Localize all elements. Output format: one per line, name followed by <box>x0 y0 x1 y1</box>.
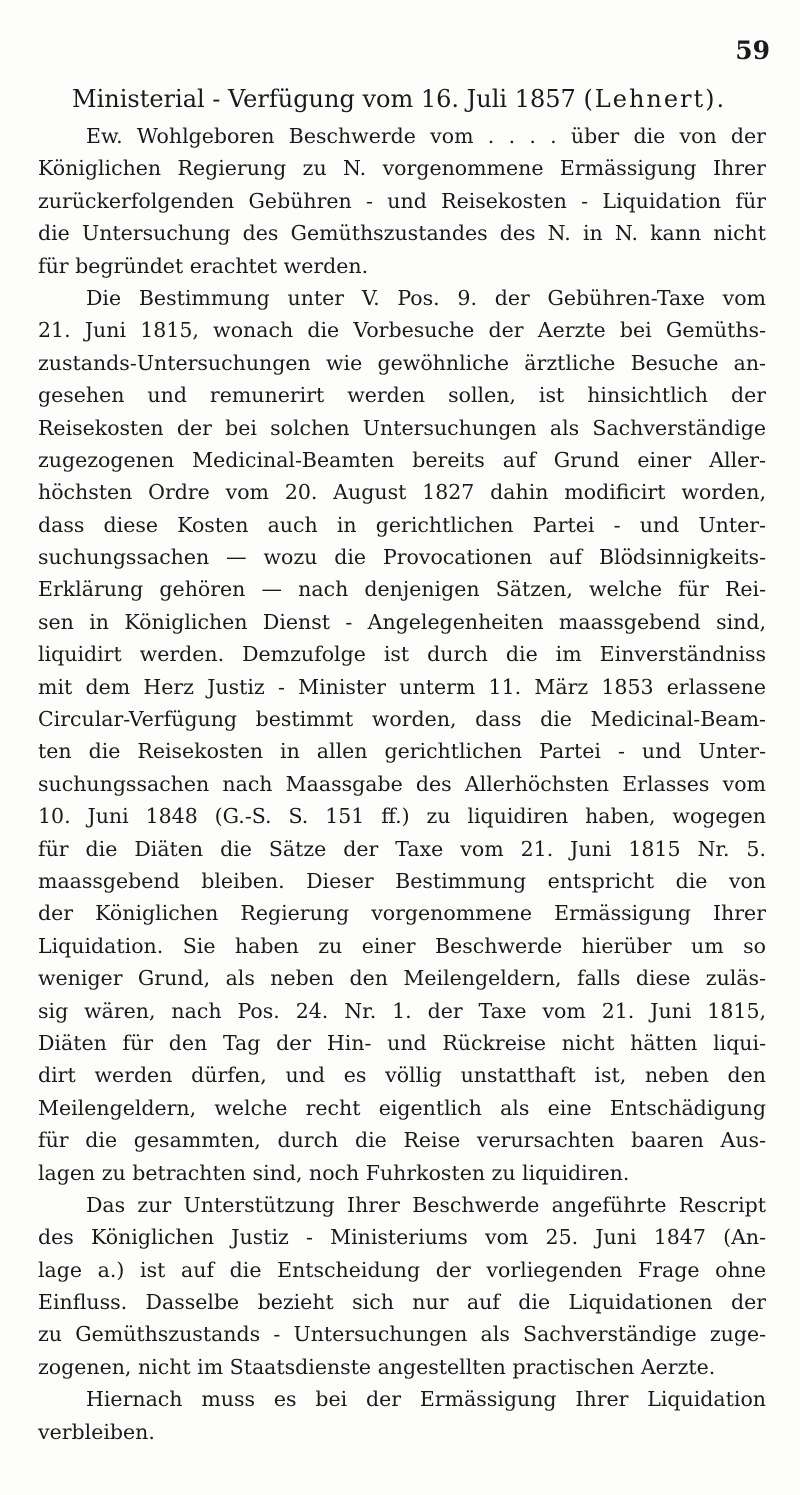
paragraph <box>38 1383 766 1448</box>
text-line: mit dem Herz Justiz - Minister unterm 11. März 1853 erlassene <box>38 674 766 699</box>
text-line: die Untersuchung des Gemüthszustandes des N. in N. kann nicht <box>38 221 766 246</box>
text-line: Ew. Wohlgeboren Beschwerde vom . . . . über die von der <box>86 124 766 148</box>
text-line: höchsten Ordre vom 20. August 1827 dahin modificirt worden, <box>38 480 766 505</box>
text-line: Königlichen Regierung zu N. vorgenommene Ermässigung Ihrer <box>38 156 766 181</box>
text-line: zurückerfolgenden Gebühren - und Reisekosten - Liquidation für <box>38 188 766 213</box>
text-line: Reisekosten der bei solchen Untersuchungen als Sachverständige <box>38 415 766 440</box>
text-line: dirt werden dürfen, und es völlig unstatthaft ist, neben den <box>38 1063 766 1088</box>
text-line: für die Diäten die Sätze der Taxe vom 21. Juni 1815 Nr. 5. <box>38 836 766 861</box>
text-line: lage a.) ist auf die Entscheidung der vorliegenden Frage ohne <box>38 1257 766 1282</box>
text-line: Circular-Verfügung bestimmt worden, dass die Medicinal-Beam- <box>38 707 766 732</box>
text-line: lagen zu betrachten sind, noch Fuhrkosten zu liquidiren. <box>38 1160 630 1185</box>
text-line: Diäten für den Tag der Hin- und Rückreise nicht hätten liqui- <box>38 1030 766 1055</box>
text-line: zogenen, nicht im Staatsdienste angestellten practischen Aerzte. <box>38 1354 716 1379</box>
document-title <box>38 84 766 114</box>
text-line: 10. Juni 1848 (G.-S. S. 151 ff.) zu liquidiren haben, wogegen <box>38 804 766 829</box>
text-line: Liquidation. Sie haben zu einer Beschwerde hierüber um so <box>38 933 766 958</box>
text-line: des Königlichen Justiz - Ministeriums vom 25. Juni 1847 (An- <box>38 1225 766 1250</box>
text-line: sen in Königlichen Dienst - Angelegenheiten maassgebend sind, <box>38 609 766 634</box>
title-main: Ministerial - Verfügung vom 16. Juli 1857 <box>72 85 576 113</box>
text-line: der Königlichen Regierung vorgenommene Ermässigung Ihrer <box>38 901 766 926</box>
paragraph <box>38 1189 766 1383</box>
text-line: zu Gemüthszustands - Untersuchungen als Sachverständige zuge- <box>38 1322 766 1347</box>
body-text <box>38 120 766 1448</box>
page-number: 59 <box>735 36 770 65</box>
text-line: Einfluss. Dasselbe bezieht sich nur auf die Liquidationen der <box>38 1290 766 1315</box>
text-line: weniger Grund, als neben den Meilengeldern, falls diese zuläs- <box>38 966 766 991</box>
text-line: für die gesammten, durch die Reise verursachten baaren Aus- <box>38 1128 766 1153</box>
text-line: Die Bestimmung unter V. Pos. 9. der Gebühren-Taxe vom <box>86 285 766 310</box>
text-line: suchungssachen — wozu die Provocationen auf Blödsinnigkeits- <box>38 545 766 570</box>
text-line: zustands-Untersuchungen wie gewöhnliche ärztliche Besuche an- <box>38 350 766 375</box>
text-line: Erklärung gehören — nach denjenigen Sätzen, welche für Rei- <box>38 577 766 602</box>
text-line: Meilengeldern, welche recht eigentlich als eine Entschädigung <box>38 1095 766 1120</box>
text-line: maassgebend bleiben. Dieser Bestimmung entspricht die von <box>38 868 766 893</box>
text-line: gesehen und remunerirt werden sollen, ist hinsichtlich der <box>38 383 766 408</box>
text-line: sig wären, nach Pos. 24. Nr. 1. der Taxe vom 21. Juni 1815, <box>38 998 766 1023</box>
text-line: verbleiben. <box>38 1419 155 1444</box>
title-name: (Lehnert). <box>583 85 727 113</box>
text-line: dass diese Kosten auch in gerichtlichen Partei - und Unter- <box>38 512 766 537</box>
paragraph <box>38 282 766 1189</box>
text-line: ten die Reisekosten in allen gerichtlichen Partei - und Unter- <box>38 739 766 764</box>
text-line: suchungssachen nach Maassgabe des Allerhöchsten Erlasses vom <box>38 771 766 796</box>
text-line: Das zur Unterstützung Ihrer Beschwerde angeführte Rescript <box>86 1192 766 1217</box>
text-line: zugezogenen Medicinal-Beamten bereits auf Grund einer Aller- <box>38 447 766 472</box>
text-line: Hiernach muss es bei der Ermässigung Ihrer Liquidation <box>86 1387 766 1412</box>
text-line: 21. Juni 1815, wonach die Vorbesuche der Aerzte bei Gemüths- <box>38 318 766 343</box>
text-line: für begründet erachtet werden. <box>38 253 369 278</box>
text-line: liquidirt werden. Demzufolge ist durch die im Einverständniss <box>38 642 766 667</box>
paragraph <box>38 120 766 282</box>
